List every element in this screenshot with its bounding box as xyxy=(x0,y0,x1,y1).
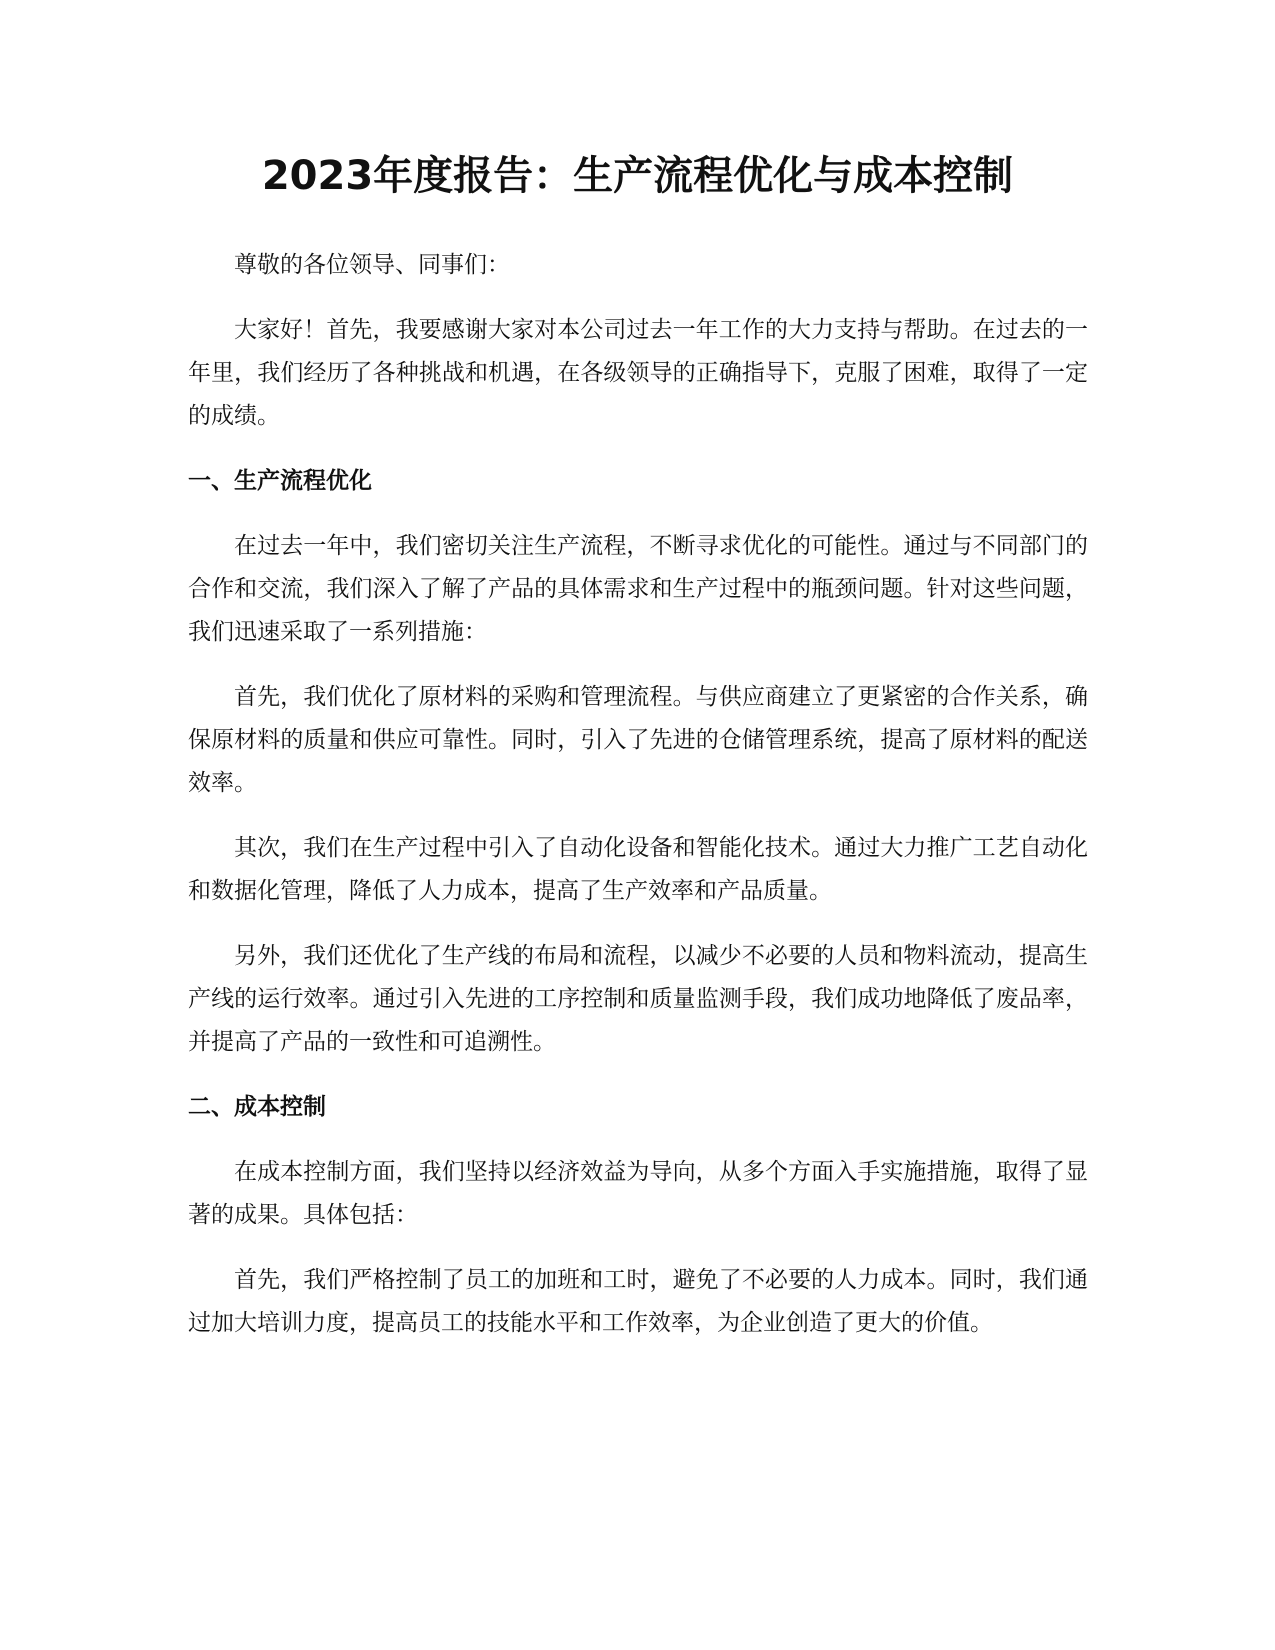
salutation: 尊敬的各位领导、同事们： xyxy=(234,252,510,278)
section-heading-cost: 二、成本控制 xyxy=(188,1094,326,1120)
section2-paragraph: 在成本控制方面，我们坚持以经济效益为导向，从多个方面入手实施措施，取得了显著的成果。具体包括： xyxy=(188,1159,1088,1228)
section1-paragraph: 在过去一年中，我们密切关注生产流程，不断寻求优化的可能性。通过与不同部门的合作和交流，我们深入了解了产品的具体需求和生产过程中的瓶颈问题。针对这些问题，我们迅速采取了一系列措施： xyxy=(188,533,1088,645)
section-heading-production: 一、生产流程优化 xyxy=(188,468,372,494)
intro-paragraph: 大家好！首先，我要感谢大家对本公司过去一年工作的大力支持与帮助。在过去的一年里，我们经历了各种挑战和机遇，在各级领导的正确指导下，克服了困难，取得了一定的成绩。 xyxy=(188,317,1088,429)
section1-paragraph: 首先，我们优化了原材料的采购和管理流程。与供应商建立了更紧密的合作关系，确保原材料的质量和供应可靠性。同时，引入了先进的仓储管理系统，提高了原材料的配送效率。 xyxy=(188,684,1088,796)
section1-paragraph: 另外，我们还优化了生产线的布局和流程，以减少不必要的人员和物料流动，提高生产线的运行效率。通过引入先进的工序控制和质量监测手段，我们成功地降低了废品率，并提高了产品的一致性和可追溯性。 xyxy=(188,943,1088,1055)
document-body xyxy=(188,244,1088,1367)
section1-paragraph: 其次，我们在生产过程中引入了自动化设备和智能化技术。通过大力推广工艺自动化和数据化管理，降低了人力成本，提高了生产效率和产品质量。 xyxy=(188,835,1088,904)
document-title: 2023年度报告：生产流程优化与成本控制 xyxy=(261,153,1014,199)
section2-paragraph: 首先，我们严格控制了员工的加班和工时，避免了不必要的人力成本。同时，我们通过加大培训力度，提高员工的技能水平和工作效率，为企业创造了更大的价值。 xyxy=(188,1267,1088,1336)
